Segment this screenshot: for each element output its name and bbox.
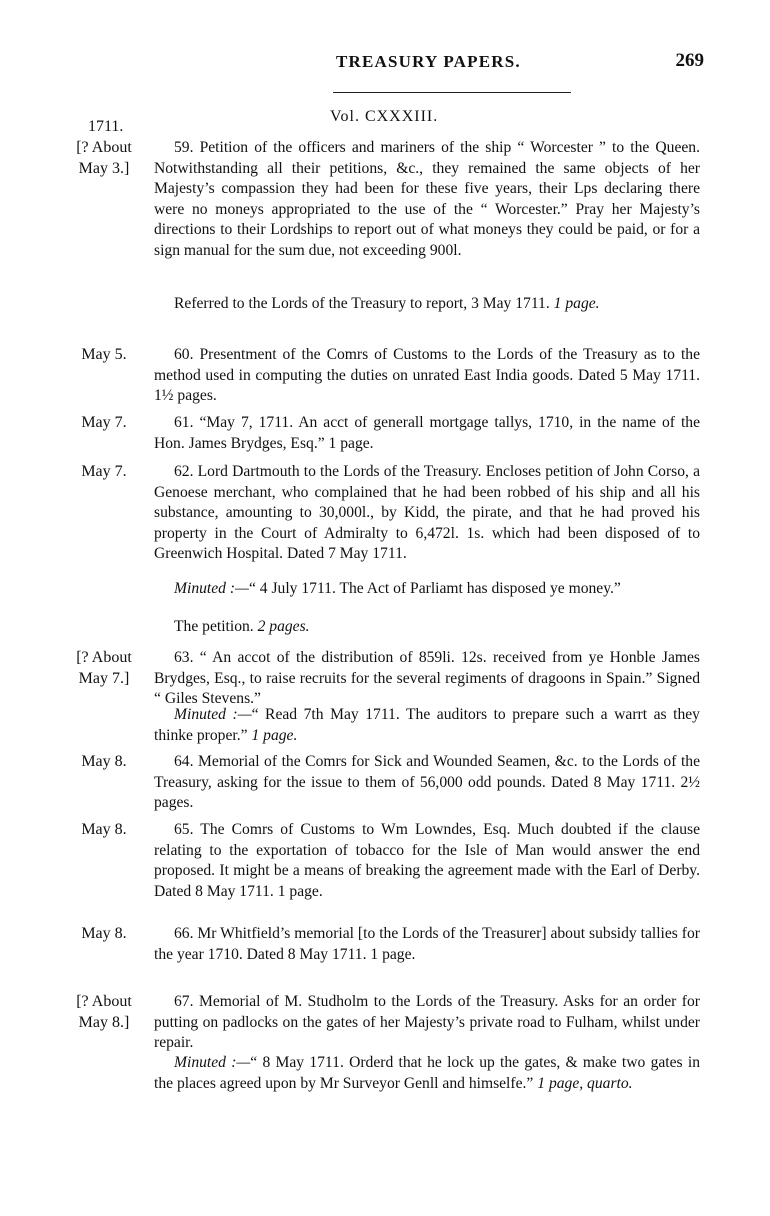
note-lead: Minuted :— [174,706,252,723]
page-number: 269 [675,50,704,71]
entry-text: 64. Memorial of the Comrs for Sick and Wounded Seamen, &c. to the Lords of the Treasury, asking for the issue to them of 56,000 odd pounds. Dated 8 May 1711. 2½ pages. [154,753,700,811]
note-extent: 1 page, quarto. [537,1074,633,1092]
entry-note [154,1053,700,1094]
note-extent: 1 page. [251,726,298,744]
note-body: “ 8 May 1711. Orderd that he lock up the gates, & make two gates in the places agreed upon by Mr Surveyor Genll and himselfe.” [154,1054,700,1092]
note-body: “ 4 July 1711. The Act of Parliamt has disposed ye money.” [248,580,621,597]
note-body: The petition. [174,618,254,635]
note-extent: 1 page. [553,295,600,312]
entry-text: 61. “May 7, 1711. An acct of generall mortgage tallys, 1710, in the name of the Hon. James Brydges, Esq.” 1 page. [154,414,700,452]
note-body: “ Read 7th May 1711. The auditors to prepare such a warrt as they thinke proper.” [154,706,700,744]
entry-date: [? About May 7.] [76,649,132,687]
entry-text: 60. Presentment of the Comrs of Customs to the Lords of the Treasury as to the method used in computing the duties on unrated East India goods. Dated 5 May 1711. 1½ pages. [154,346,700,404]
entry-text: 62. Lord Dartmouth to the Lords of the Treasury. Encloses petition of John Corso, a Genoese merchant, who complained that he had been robbed of his ship and all his substance, amounting to 30,000l., by Kidd, the pirate, and that he had proved his property in the Court of Admiralty to 6,472l. 1s. which had been disposed of to Greenwich Hospital. Dated 7 May 1711. [154,463,700,562]
entry-date: May 8. [81,753,127,770]
entry-date: May 7. [81,463,127,480]
running-title: TREASURY PAPERS. [336,52,521,71]
note-body: Referred to the Lords of the Treasury to report, 3 May 1711. [174,295,550,312]
entry-text: 66. Mr Whitfield’s memorial [to the Lords of the Treasurer] about subsidy tallies for the year 1710. Dated 8 May 1711. 1 page. [154,925,700,963]
entry-text: 63. “ An accot of the distribution of 859li. 12s. received from ye Honble James Brydges, Esq., to raise recruits for the several regiments of dragoons in Spain.” Signed “ Giles Stevens.” [154,649,700,707]
entry-date: May 8. [81,821,127,838]
note-lead: Minuted :— [174,580,249,597]
entry-text: 59. Petition of the officers and mariners of the ship “ Worcester ” to the Queen. Notwithstanding all their petitions, &c., they remained the same objects of her Majesty’s compassion they had been for these five years, their Lps declaring there were no moneys appropriated to the use of the “ Worcester.” Pray her Majesty’s directions to their Lordships to report out of what moneys they could be paid, or for a sign manual for the sum due, not exceeding 900l. [154,139,700,259]
entry-note [154,579,700,600]
entry-date: May 8. [81,925,127,942]
entry-text: 65. The Comrs of Customs to Wm Lowndes, Esq. Much doubted if the clause relating to the exportation of tobacco for the Isle of Man would answer the end proposed. It might be a means of breaking the agreement made with the Earl of Derby. Dated 8 May 1711. 1 page. [154,821,700,900]
year-marginal: 1711. [88,118,124,135]
entry-date: May 5. [81,346,127,363]
entry-date: [? About May 3.] [76,139,132,177]
entry-date: May 7. [81,414,127,431]
note-lead: Minuted :— [174,1054,251,1071]
entry-date: [? About May 8.] [76,993,132,1031]
entry-note [154,705,700,746]
entry-note [154,617,700,638]
volume-heading: Vol. CXXXIII. [330,108,439,125]
note-extent: 2 pages. [257,618,310,635]
entry-note [154,294,700,315]
entry-text: 67. Memorial of M. Studholm to the Lords of the Treasury. Asks for an order for putting on padlocks on the gates of her Majesty’s private road to Fulham, whilst under repair. [154,993,700,1051]
header-rule [333,92,571,93]
